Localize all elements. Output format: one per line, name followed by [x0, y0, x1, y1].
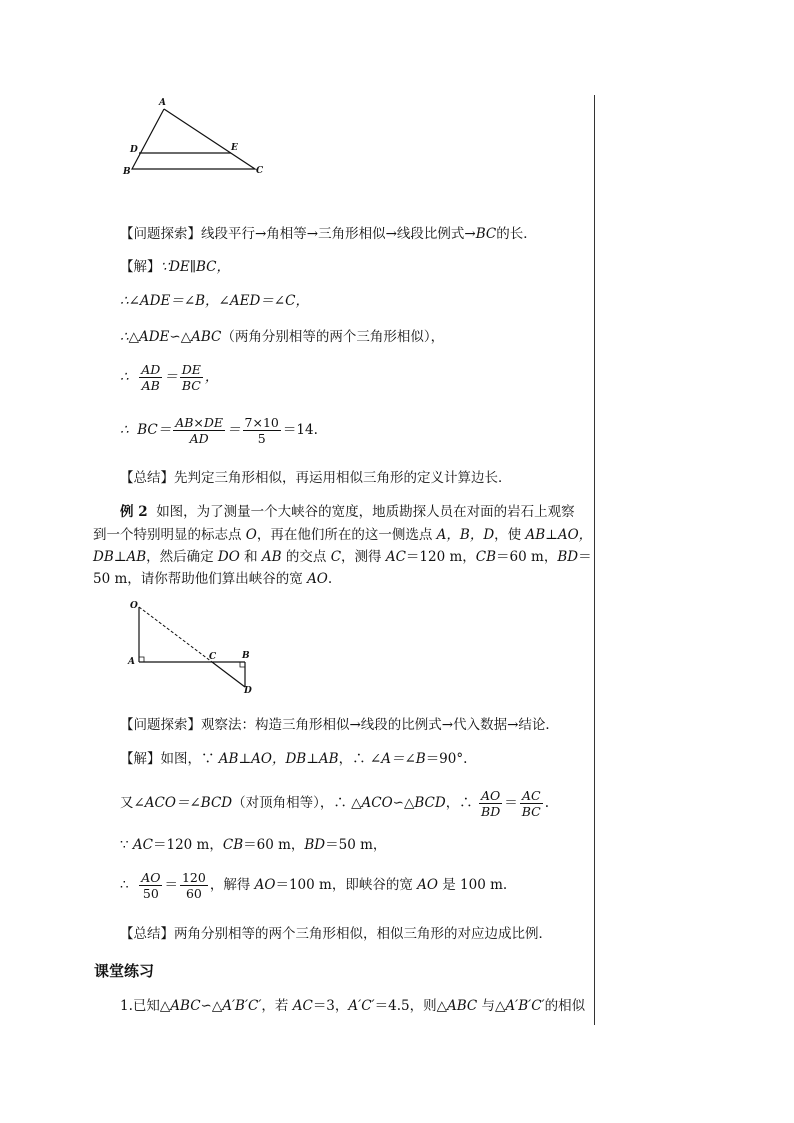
solution-line-3: ∴△ADE∽△ABC（两角分别相等的两个三角形相似）， [120, 329, 445, 345]
label-d: D [130, 145, 138, 155]
solution2-line-4: ∴ $\frac{AO}{50}$ ＝ $\frac{120}{60}$ ，解得 AO＝100 m，即峡谷的宽 AO 是 100 m. [120, 870, 508, 901]
triangle-figure [118, 95, 278, 185]
fraction-de-bc: $\frac{DE}{BC}$ [181, 362, 201, 393]
label-a2: A [128, 657, 135, 667]
practice-question-1: 1.已知△ABC∽△A′B′C′，若 AC＝3，A′C′＝4.5，则△ABC 与△A′B′C′的相似 [120, 998, 586, 1014]
label-c2: C [209, 652, 217, 662]
fraction-120-60: $\frac{120}{60}$ [181, 870, 206, 901]
fraction-70-5: $\frac{7\times 10}{5}$ [244, 415, 279, 446]
solution2-line-3: ∵ AC＝120 m，CB＝60 m，BD＝50 m， [120, 837, 387, 853]
example2-line-3: DB⊥AB，然后确定 DO 和 AB 的交点 C，测得 AC＝120 m，CB＝60 m，BD＝ [93, 549, 592, 565]
proportion-line: ∴ $\frac{AD}{AB}$ ＝ $\frac{DE}{BC}$ ， [120, 362, 219, 393]
label-a: A [159, 98, 166, 108]
label-b: B [123, 167, 131, 177]
label-o: O [130, 601, 138, 611]
explore-line-1: 【问题探索】线段平行→角相等→三角形相似→线段比例式→BC的长． [120, 226, 537, 242]
right-angle-b [240, 662, 245, 667]
label-d2: D [244, 686, 252, 696]
solution-line-1: 【解】∵DE∥BC， [120, 259, 231, 275]
explore-line-2: 【问题探索】观察法：构造三角形相似→线段的比例式→代入数据→结论． [120, 717, 559, 733]
fraction-ac-bc: $\frac{AC}{BC}$ [521, 788, 541, 819]
fraction-ad-ab: $\frac{AD}{AB}$ [141, 362, 161, 393]
label-b2: B [242, 651, 250, 661]
summary-line-2: 【总结】两角分别相等的两个三角形相似，相似三角形的对应边成比例． [120, 926, 552, 942]
solution2-line-1: 【解】如图，∵ AB⊥AO，DB⊥AB，∴ ∠A＝∠B＝90°. [120, 751, 468, 767]
label-e: E [231, 143, 238, 153]
example2-line-1: 例 2 如图，为了测量一个大峡谷的宽度，地质勘探人员在对面的岩石上观察 [120, 504, 575, 520]
right-angle-a [139, 657, 144, 662]
page-right-rule [594, 95, 595, 1025]
segment-oc-dashed [139, 607, 212, 662]
canyon-figure [122, 597, 262, 697]
label-c: C [256, 166, 264, 176]
example2-line-4: 50 m，请你帮助他们算出峡谷的宽 AO. [93, 571, 333, 587]
summary-line-1: 【总结】先判定三角形相似，再运用相似三角形的定义计算边长． [120, 470, 512, 486]
fraction-abde-ad: $\frac{AB\times DE}{AD}$ [175, 415, 224, 446]
fraction-ao-bd: $\frac{AO}{BD}$ [480, 788, 501, 819]
solution-line-2: ∴∠ADE＝∠B，∠AED＝∠C， [120, 293, 309, 309]
bc-computation-line: ∴ BC＝ $\frac{AB\times DE}{AD}$ ＝ $\frac{7\times 10}{5}$ ＝14. [120, 415, 318, 446]
fraction-ao-50: $\frac{AO}{50}$ [141, 870, 161, 901]
example2-line-2: 到一个特别明显的标志点 O，再在他们所在的这一侧选点 A，B，D，使 AB⊥AO， [93, 527, 593, 543]
practice-heading: 课堂练习 [94, 962, 155, 980]
solution2-line-2: 又∠ACO＝∠BCD（对顶角相等），∴ △ACO∽△BCD，∴ $\frac{AO}{BD}$ ＝ $\frac{AC}{BC}$ . [120, 788, 550, 819]
triangle-abc [132, 109, 255, 169]
